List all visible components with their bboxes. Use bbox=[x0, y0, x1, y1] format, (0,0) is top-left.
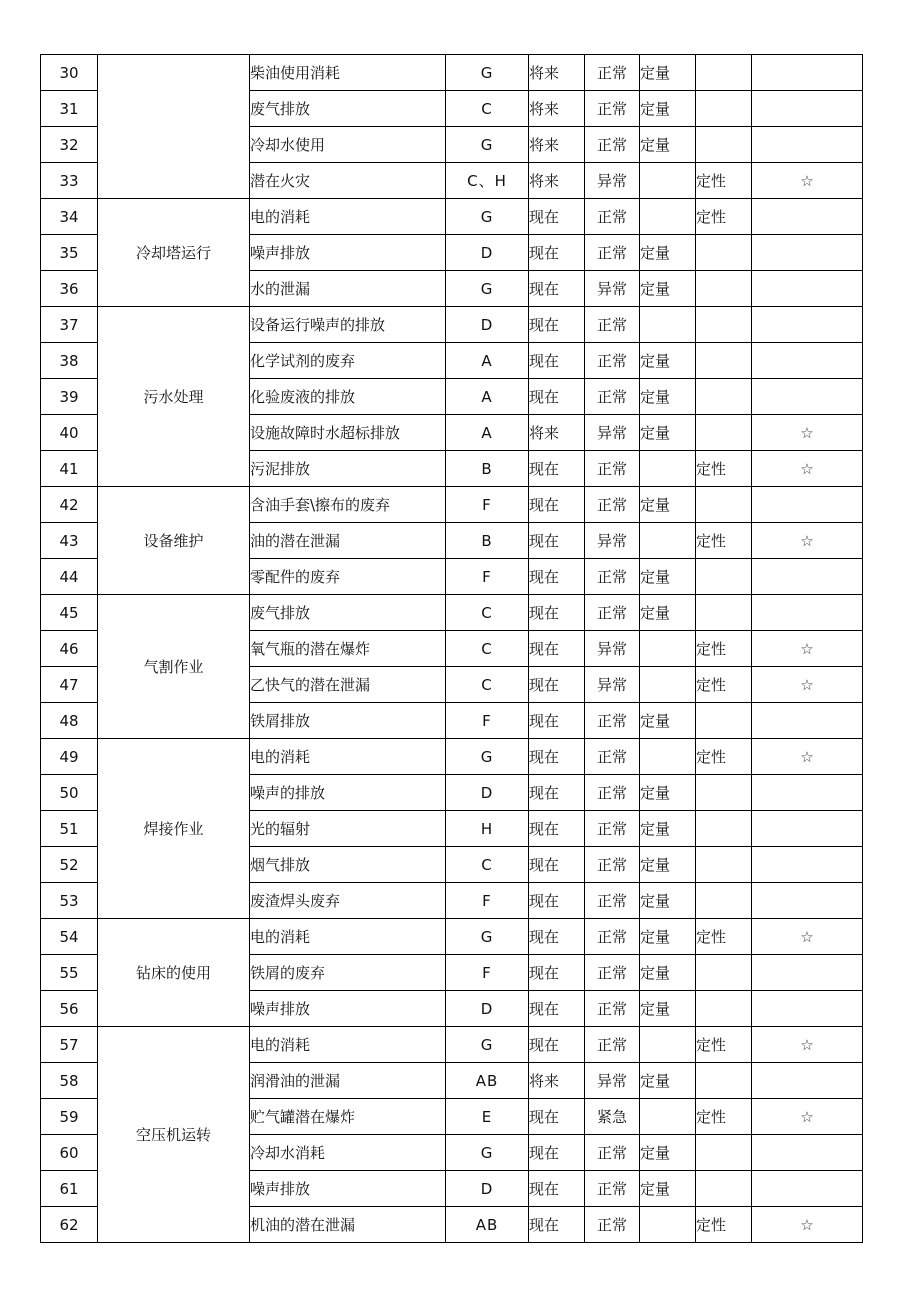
table-row bbox=[41, 199, 863, 235]
category-cell: C bbox=[446, 847, 529, 883]
row-number: 30 bbox=[41, 55, 98, 91]
significance-star-icon bbox=[752, 1171, 863, 1207]
qualitative-cell bbox=[696, 307, 752, 343]
qualitative-cell: 定性 bbox=[696, 631, 752, 667]
time-cell: 现在 bbox=[529, 559, 585, 595]
category-cell: C bbox=[446, 631, 529, 667]
significance-star-icon bbox=[752, 271, 863, 307]
row-number: 59 bbox=[41, 1099, 98, 1135]
quantitative-cell: 定量 bbox=[640, 847, 696, 883]
qualitative-cell bbox=[696, 991, 752, 1027]
category-cell: A bbox=[446, 379, 529, 415]
quantitative-cell: 定量 bbox=[640, 559, 696, 595]
table-row bbox=[41, 919, 863, 955]
aspect-cell: 电的消耗 bbox=[250, 919, 446, 955]
category-cell: F bbox=[446, 487, 529, 523]
aspect-cell: 噪声排放 bbox=[250, 991, 446, 1027]
quantitative-cell: 定量 bbox=[640, 595, 696, 631]
qualitative-cell bbox=[696, 847, 752, 883]
row-number: 51 bbox=[41, 811, 98, 847]
qualitative-cell bbox=[696, 415, 752, 451]
time-cell: 将来 bbox=[529, 1063, 585, 1099]
qualitative-cell bbox=[696, 775, 752, 811]
category-cell: G bbox=[446, 919, 529, 955]
quantitative-cell bbox=[640, 199, 696, 235]
row-number: 38 bbox=[41, 343, 98, 379]
state-cell: 异常 bbox=[585, 523, 640, 559]
state-cell: 异常 bbox=[585, 163, 640, 199]
qualitative-cell bbox=[696, 703, 752, 739]
state-cell: 正常 bbox=[585, 1135, 640, 1171]
aspect-cell: 电的消耗 bbox=[250, 739, 446, 775]
category-cell: B bbox=[446, 451, 529, 487]
row-number: 40 bbox=[41, 415, 98, 451]
significance-star-icon bbox=[752, 91, 863, 127]
quantitative-cell: 定量 bbox=[640, 811, 696, 847]
row-number: 62 bbox=[41, 1207, 98, 1243]
row-number: 42 bbox=[41, 487, 98, 523]
row-number: 54 bbox=[41, 919, 98, 955]
qualitative-cell bbox=[696, 91, 752, 127]
aspect-cell: 氧气瓶的潜在爆炸 bbox=[250, 631, 446, 667]
state-cell: 正常 bbox=[585, 307, 640, 343]
aspect-cell: 冷却水使用 bbox=[250, 127, 446, 163]
row-number: 53 bbox=[41, 883, 98, 919]
category-cell: G bbox=[446, 1027, 529, 1063]
quantitative-cell bbox=[640, 1099, 696, 1135]
category-cell: G bbox=[446, 127, 529, 163]
category-cell: D bbox=[446, 235, 529, 271]
row-number: 56 bbox=[41, 991, 98, 1027]
significance-star-icon bbox=[752, 1135, 863, 1171]
aspect-cell: 噪声排放 bbox=[250, 235, 446, 271]
significance-star-icon: ☆ bbox=[752, 415, 863, 451]
state-cell: 正常 bbox=[585, 1207, 640, 1243]
category-cell: D bbox=[446, 775, 529, 811]
category-cell: G bbox=[446, 199, 529, 235]
aspect-cell: 污泥排放 bbox=[250, 451, 446, 487]
aspect-cell: 乙快气的潜在泄漏 bbox=[250, 667, 446, 703]
time-cell: 现在 bbox=[529, 847, 585, 883]
aspect-cell: 废气排放 bbox=[250, 595, 446, 631]
state-cell: 正常 bbox=[585, 343, 640, 379]
row-number: 35 bbox=[41, 235, 98, 271]
significance-star-icon: ☆ bbox=[752, 667, 863, 703]
state-cell: 正常 bbox=[585, 451, 640, 487]
state-cell: 紧急 bbox=[585, 1099, 640, 1135]
time-cell: 现在 bbox=[529, 451, 585, 487]
activity-cell: 污水处理 bbox=[98, 307, 250, 487]
quantitative-cell bbox=[640, 307, 696, 343]
category-cell: G bbox=[446, 739, 529, 775]
table-row bbox=[41, 739, 863, 775]
significance-star-icon: ☆ bbox=[752, 1099, 863, 1135]
state-cell: 正常 bbox=[585, 1171, 640, 1207]
significance-star-icon bbox=[752, 559, 863, 595]
row-number: 48 bbox=[41, 703, 98, 739]
activity-cell: 焊接作业 bbox=[98, 739, 250, 919]
qualitative-cell bbox=[696, 379, 752, 415]
time-cell: 现在 bbox=[529, 271, 585, 307]
significance-star-icon bbox=[752, 1063, 863, 1099]
state-cell: 正常 bbox=[585, 739, 640, 775]
significance-star-icon bbox=[752, 595, 863, 631]
quantitative-cell: 定量 bbox=[640, 415, 696, 451]
activity-cell: 冷却塔运行 bbox=[98, 199, 250, 307]
category-cell: G bbox=[446, 271, 529, 307]
significance-star-icon: ☆ bbox=[752, 739, 863, 775]
environmental-aspects-table bbox=[40, 54, 863, 1243]
row-number: 31 bbox=[41, 91, 98, 127]
aspect-cell: 电的消耗 bbox=[250, 1027, 446, 1063]
table-row bbox=[41, 487, 863, 523]
state-cell: 正常 bbox=[585, 955, 640, 991]
quantitative-cell: 定量 bbox=[640, 55, 696, 91]
significance-star-icon bbox=[752, 199, 863, 235]
time-cell: 现在 bbox=[529, 667, 585, 703]
quantitative-cell bbox=[640, 1207, 696, 1243]
quantitative-cell: 定量 bbox=[640, 1135, 696, 1171]
qualitative-cell: 定性 bbox=[696, 1027, 752, 1063]
row-number: 33 bbox=[41, 163, 98, 199]
state-cell: 正常 bbox=[585, 127, 640, 163]
significance-star-icon bbox=[752, 811, 863, 847]
table-row bbox=[41, 307, 863, 343]
quantitative-cell bbox=[640, 1027, 696, 1063]
state-cell: 正常 bbox=[585, 775, 640, 811]
quantitative-cell: 定量 bbox=[640, 1171, 696, 1207]
aspect-cell: 含油手套\擦布的废弃 bbox=[250, 487, 446, 523]
category-cell: C bbox=[446, 91, 529, 127]
time-cell: 将来 bbox=[529, 163, 585, 199]
category-cell: C、H bbox=[446, 163, 529, 199]
quantitative-cell: 定量 bbox=[640, 919, 696, 955]
category-cell: AB bbox=[446, 1063, 529, 1099]
time-cell: 现在 bbox=[529, 1099, 585, 1135]
time-cell: 现在 bbox=[529, 199, 585, 235]
time-cell: 现在 bbox=[529, 775, 585, 811]
category-cell: G bbox=[446, 1135, 529, 1171]
activity-cell: 设备维护 bbox=[98, 487, 250, 595]
quantitative-cell: 定量 bbox=[640, 271, 696, 307]
time-cell: 现在 bbox=[529, 739, 585, 775]
significance-star-icon: ☆ bbox=[752, 1027, 863, 1063]
state-cell: 正常 bbox=[585, 55, 640, 91]
category-cell: A bbox=[446, 415, 529, 451]
aspect-cell: 化学试剂的废弃 bbox=[250, 343, 446, 379]
time-cell: 现在 bbox=[529, 883, 585, 919]
state-cell: 异常 bbox=[585, 1063, 640, 1099]
significance-star-icon: ☆ bbox=[752, 1207, 863, 1243]
aspect-cell: 零配件的废弃 bbox=[250, 559, 446, 595]
aspect-cell: 机油的潜在泄漏 bbox=[250, 1207, 446, 1243]
row-number: 43 bbox=[41, 523, 98, 559]
qualitative-cell bbox=[696, 595, 752, 631]
significance-star-icon bbox=[752, 55, 863, 91]
aspect-cell: 设施故障时水超标排放 bbox=[250, 415, 446, 451]
state-cell: 正常 bbox=[585, 919, 640, 955]
quantitative-cell: 定量 bbox=[640, 703, 696, 739]
category-cell: AB bbox=[446, 1207, 529, 1243]
quantitative-cell bbox=[640, 739, 696, 775]
significance-star-icon bbox=[752, 235, 863, 271]
quantitative-cell: 定量 bbox=[640, 487, 696, 523]
aspect-cell: 化验废液的排放 bbox=[250, 379, 446, 415]
category-cell: C bbox=[446, 595, 529, 631]
row-number: 47 bbox=[41, 667, 98, 703]
category-cell: F bbox=[446, 703, 529, 739]
quantitative-cell: 定量 bbox=[640, 991, 696, 1027]
aspect-cell: 设备运行噪声的排放 bbox=[250, 307, 446, 343]
row-number: 50 bbox=[41, 775, 98, 811]
significance-star-icon bbox=[752, 847, 863, 883]
state-cell: 异常 bbox=[585, 415, 640, 451]
category-cell: F bbox=[446, 559, 529, 595]
state-cell: 正常 bbox=[585, 379, 640, 415]
significance-star-icon bbox=[752, 703, 863, 739]
row-number: 61 bbox=[41, 1171, 98, 1207]
state-cell: 正常 bbox=[585, 235, 640, 271]
aspect-cell: 油的潜在泄漏 bbox=[250, 523, 446, 559]
aspect-cell: 电的消耗 bbox=[250, 199, 446, 235]
row-number: 34 bbox=[41, 199, 98, 235]
time-cell: 现在 bbox=[529, 631, 585, 667]
quantitative-cell: 定量 bbox=[640, 235, 696, 271]
significance-star-icon: ☆ bbox=[752, 451, 863, 487]
category-cell: C bbox=[446, 667, 529, 703]
quantitative-cell bbox=[640, 667, 696, 703]
table-row bbox=[41, 1027, 863, 1063]
row-number: 36 bbox=[41, 271, 98, 307]
state-cell: 正常 bbox=[585, 847, 640, 883]
aspect-cell: 潜在火灾 bbox=[250, 163, 446, 199]
significance-star-icon bbox=[752, 379, 863, 415]
time-cell: 现在 bbox=[529, 523, 585, 559]
time-cell: 现在 bbox=[529, 235, 585, 271]
qualitative-cell: 定性 bbox=[696, 919, 752, 955]
row-number: 60 bbox=[41, 1135, 98, 1171]
aspect-cell: 光的辐射 bbox=[250, 811, 446, 847]
row-number: 32 bbox=[41, 127, 98, 163]
quantitative-cell: 定量 bbox=[640, 1063, 696, 1099]
category-cell: D bbox=[446, 307, 529, 343]
table-row bbox=[41, 55, 863, 91]
qualitative-cell bbox=[696, 1135, 752, 1171]
aspect-cell: 铁屑排放 bbox=[250, 703, 446, 739]
category-cell: D bbox=[446, 1171, 529, 1207]
time-cell: 将来 bbox=[529, 127, 585, 163]
state-cell: 异常 bbox=[585, 271, 640, 307]
time-cell: 现在 bbox=[529, 595, 585, 631]
time-cell: 现在 bbox=[529, 1027, 585, 1063]
category-cell: G bbox=[446, 55, 529, 91]
qualitative-cell: 定性 bbox=[696, 739, 752, 775]
significance-star-icon: ☆ bbox=[752, 163, 863, 199]
significance-star-icon bbox=[752, 307, 863, 343]
category-cell: H bbox=[446, 811, 529, 847]
row-number: 49 bbox=[41, 739, 98, 775]
row-number: 45 bbox=[41, 595, 98, 631]
row-number: 58 bbox=[41, 1063, 98, 1099]
time-cell: 将来 bbox=[529, 415, 585, 451]
row-number: 57 bbox=[41, 1027, 98, 1063]
state-cell: 正常 bbox=[585, 91, 640, 127]
qualitative-cell bbox=[696, 271, 752, 307]
category-cell: F bbox=[446, 883, 529, 919]
qualitative-cell: 定性 bbox=[696, 523, 752, 559]
state-cell: 正常 bbox=[585, 883, 640, 919]
time-cell: 将来 bbox=[529, 91, 585, 127]
quantitative-cell bbox=[640, 631, 696, 667]
aspect-cell: 柴油使用消耗 bbox=[250, 55, 446, 91]
qualitative-cell bbox=[696, 883, 752, 919]
state-cell: 正常 bbox=[585, 991, 640, 1027]
significance-star-icon bbox=[752, 883, 863, 919]
table-row bbox=[41, 595, 863, 631]
qualitative-cell bbox=[696, 811, 752, 847]
qualitative-cell: 定性 bbox=[696, 451, 752, 487]
significance-star-icon: ☆ bbox=[752, 919, 863, 955]
row-number: 46 bbox=[41, 631, 98, 667]
qualitative-cell bbox=[696, 1171, 752, 1207]
state-cell: 正常 bbox=[585, 1027, 640, 1063]
aspect-cell: 噪声的排放 bbox=[250, 775, 446, 811]
time-cell: 现在 bbox=[529, 811, 585, 847]
time-cell: 现在 bbox=[529, 991, 585, 1027]
significance-star-icon bbox=[752, 991, 863, 1027]
qualitative-cell: 定性 bbox=[696, 1207, 752, 1243]
state-cell: 正常 bbox=[585, 559, 640, 595]
time-cell: 现在 bbox=[529, 487, 585, 523]
quantitative-cell: 定量 bbox=[640, 379, 696, 415]
row-number: 39 bbox=[41, 379, 98, 415]
significance-star-icon: ☆ bbox=[752, 523, 863, 559]
time-cell: 现在 bbox=[529, 1171, 585, 1207]
category-cell: E bbox=[446, 1099, 529, 1135]
quantitative-cell: 定量 bbox=[640, 883, 696, 919]
qualitative-cell bbox=[696, 343, 752, 379]
aspect-cell: 噪声排放 bbox=[250, 1171, 446, 1207]
category-cell: D bbox=[446, 991, 529, 1027]
aspect-cell: 冷却水消耗 bbox=[250, 1135, 446, 1171]
row-number: 41 bbox=[41, 451, 98, 487]
qualitative-cell bbox=[696, 487, 752, 523]
aspect-cell: 润滑油的泄漏 bbox=[250, 1063, 446, 1099]
category-cell: B bbox=[446, 523, 529, 559]
aspect-cell: 水的泄漏 bbox=[250, 271, 446, 307]
significance-star-icon bbox=[752, 487, 863, 523]
time-cell: 现在 bbox=[529, 379, 585, 415]
row-number: 55 bbox=[41, 955, 98, 991]
qualitative-cell: 定性 bbox=[696, 163, 752, 199]
qualitative-cell: 定性 bbox=[696, 1099, 752, 1135]
activity-cell: 气割作业 bbox=[98, 595, 250, 739]
quantitative-cell: 定量 bbox=[640, 91, 696, 127]
aspect-cell: 贮气罐潜在爆炸 bbox=[250, 1099, 446, 1135]
quantitative-cell: 定量 bbox=[640, 955, 696, 991]
significance-star-icon bbox=[752, 955, 863, 991]
qualitative-cell bbox=[696, 127, 752, 163]
state-cell: 正常 bbox=[585, 595, 640, 631]
quantitative-cell: 定量 bbox=[640, 775, 696, 811]
quantitative-cell bbox=[640, 451, 696, 487]
activity-cell bbox=[98, 55, 250, 199]
qualitative-cell: 定性 bbox=[696, 667, 752, 703]
time-cell: 现在 bbox=[529, 1135, 585, 1171]
qualitative-cell bbox=[696, 1063, 752, 1099]
aspect-cell: 烟气排放 bbox=[250, 847, 446, 883]
state-cell: 正常 bbox=[585, 487, 640, 523]
time-cell: 现在 bbox=[529, 919, 585, 955]
time-cell: 现在 bbox=[529, 1207, 585, 1243]
category-cell: F bbox=[446, 955, 529, 991]
state-cell: 正常 bbox=[585, 703, 640, 739]
category-cell: A bbox=[446, 343, 529, 379]
qualitative-cell bbox=[696, 955, 752, 991]
state-cell: 异常 bbox=[585, 667, 640, 703]
significance-star-icon bbox=[752, 127, 863, 163]
qualitative-cell: 定性 bbox=[696, 199, 752, 235]
activity-cell: 钻床的使用 bbox=[98, 919, 250, 1027]
time-cell: 现在 bbox=[529, 343, 585, 379]
row-number: 37 bbox=[41, 307, 98, 343]
quantitative-cell bbox=[640, 523, 696, 559]
row-number: 52 bbox=[41, 847, 98, 883]
aspect-cell: 废渣焊头废弃 bbox=[250, 883, 446, 919]
significance-star-icon bbox=[752, 343, 863, 379]
state-cell: 异常 bbox=[585, 631, 640, 667]
time-cell: 现在 bbox=[529, 955, 585, 991]
aspect-cell: 废气排放 bbox=[250, 91, 446, 127]
aspect-cell: 铁屑的废弃 bbox=[250, 955, 446, 991]
time-cell: 将来 bbox=[529, 55, 585, 91]
quantitative-cell: 定量 bbox=[640, 127, 696, 163]
state-cell: 正常 bbox=[585, 811, 640, 847]
time-cell: 现在 bbox=[529, 307, 585, 343]
quantitative-cell: 定量 bbox=[640, 343, 696, 379]
activity-cell: 空压机运转 bbox=[98, 1027, 250, 1243]
significance-star-icon bbox=[752, 775, 863, 811]
quantitative-cell bbox=[640, 163, 696, 199]
time-cell: 现在 bbox=[529, 703, 585, 739]
qualitative-cell bbox=[696, 559, 752, 595]
qualitative-cell bbox=[696, 55, 752, 91]
qualitative-cell bbox=[696, 235, 752, 271]
row-number: 44 bbox=[41, 559, 98, 595]
significance-star-icon: ☆ bbox=[752, 631, 863, 667]
state-cell: 正常 bbox=[585, 199, 640, 235]
